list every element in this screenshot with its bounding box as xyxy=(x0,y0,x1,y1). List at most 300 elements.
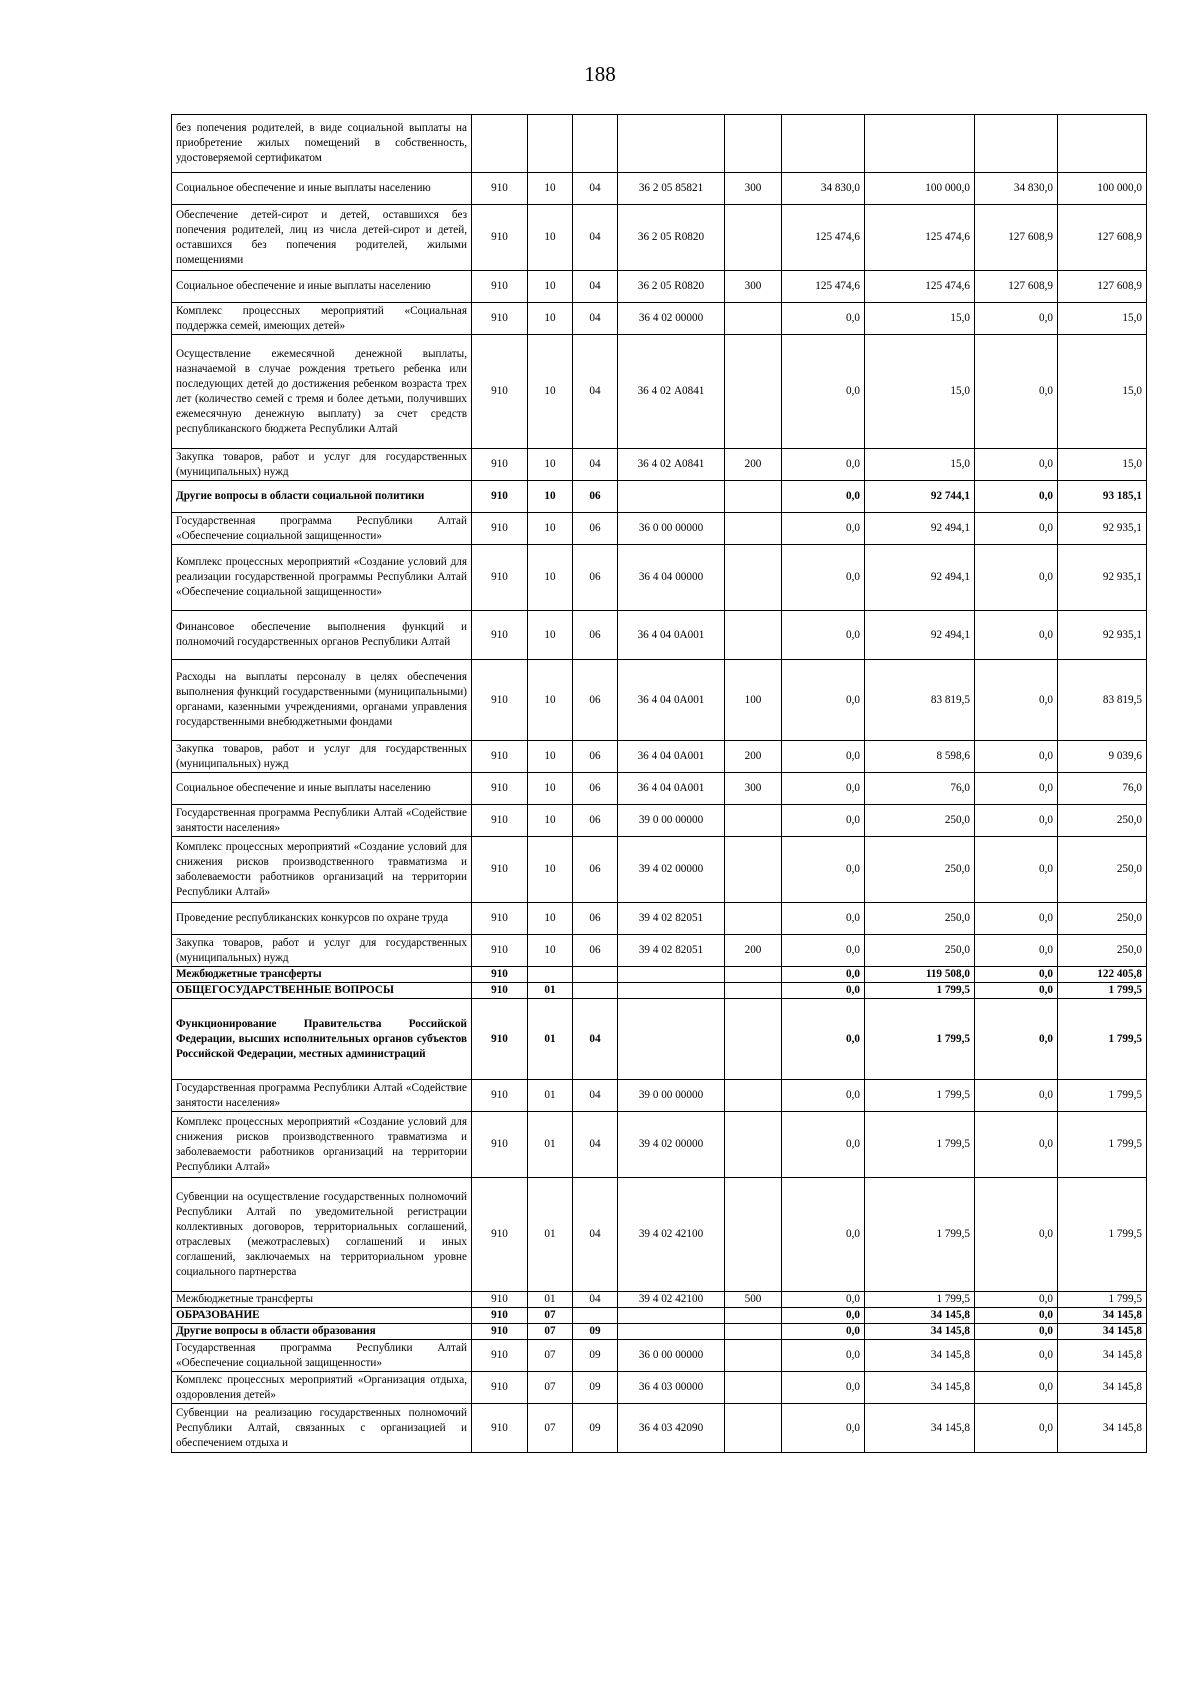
section-code-cell: 10 xyxy=(528,271,573,303)
table-row xyxy=(172,1340,1147,1372)
section-code-cell: 10 xyxy=(528,449,573,481)
amount-2025-federal-cell: 0,0 xyxy=(782,1080,865,1112)
expense-type-code-cell xyxy=(725,335,782,449)
section-code-cell: 01 xyxy=(528,1178,573,1292)
target-article-code-cell: 36 2 05 85821 xyxy=(618,173,725,205)
expense-type-code-cell xyxy=(725,205,782,271)
expense-type-code-cell xyxy=(725,1372,782,1404)
grbs-code-cell: 910 xyxy=(472,1178,528,1292)
section-code-cell: 10 xyxy=(528,805,573,837)
amount-2026-total-cell: 127 608,9 xyxy=(1058,271,1147,303)
target-article-code-cell: 36 0 00 00000 xyxy=(618,513,725,545)
amount-2025-total-cell: 1 799,5 xyxy=(865,1080,975,1112)
expense-name-cell: Закупка товаров, работ и услуг для государственных (муниципальных) нужд xyxy=(172,741,472,773)
grbs-code-cell: 910 xyxy=(472,1404,528,1453)
amount-2026-federal-cell: 127 608,9 xyxy=(975,205,1058,271)
amount-2025-total-cell: 92 494,1 xyxy=(865,513,975,545)
grbs-code-cell: 910 xyxy=(472,1112,528,1178)
amount-2025-total-cell: 83 819,5 xyxy=(865,660,975,741)
expense-name-cell: Социальное обеспечение и иные выплаты населению xyxy=(172,271,472,303)
expense-name-cell: Государственная программа Республики Алтай «Содействие занятости населения» xyxy=(172,805,472,837)
expense-name-cell: Межбюджетные трансферты xyxy=(172,967,472,983)
expense-type-code-cell: 300 xyxy=(725,173,782,205)
amount-2025-total-cell: 92 494,1 xyxy=(865,545,975,611)
amount-2025-federal-cell: 0,0 xyxy=(782,1292,865,1308)
amount-2026-federal-cell: 0,0 xyxy=(975,660,1058,741)
expense-name-cell: без попечения родителей, в виде социальной выплаты на приобретение жилых помещений в собственность, удостоверяемой сертификатом xyxy=(172,115,472,173)
expense-type-code-cell xyxy=(725,1340,782,1372)
table-row xyxy=(172,545,1147,611)
expense-type-code-cell xyxy=(725,1404,782,1453)
section-code-cell: 01 xyxy=(528,1292,573,1308)
expense-name-cell: Другие вопросы в области социальной политики xyxy=(172,481,472,513)
amount-2025-federal-cell: 0,0 xyxy=(782,449,865,481)
amount-2026-federal-cell xyxy=(975,115,1058,173)
target-article-code-cell: 36 4 04 0А001 xyxy=(618,773,725,805)
target-article-code-cell: 39 4 02 42100 xyxy=(618,1292,725,1308)
amount-2025-total-cell xyxy=(865,115,975,173)
amount-2026-total-cell: 1 799,5 xyxy=(1058,999,1147,1080)
expense-name-cell: Государственная программа Республики Алтай «Обеспечение социальной защищенности» xyxy=(172,1340,472,1372)
expense-name-cell: Функционирование Правительства Российской Федерации, высших исполнительных органов субъектов Российской Федерации, местных администраций xyxy=(172,999,472,1080)
amount-2025-total-cell: 34 145,8 xyxy=(865,1324,975,1340)
section-code-cell: 10 xyxy=(528,545,573,611)
expense-type-code-cell: 300 xyxy=(725,271,782,303)
section-code-cell: 10 xyxy=(528,205,573,271)
expense-type-code-cell xyxy=(725,513,782,545)
grbs-code-cell: 910 xyxy=(472,545,528,611)
expense-name-cell: Осуществление ежемесячной денежной выплаты, назначаемой в случае рождения третьего ребенка или последующих детей до достижения ребенком возраста трех лет (количество семей с тремя и более детьми, получивших ежемесячную денежную выплату) за счет средств республиканского бюджета Республики Алтай xyxy=(172,335,472,449)
section-code-cell: 07 xyxy=(528,1372,573,1404)
amount-2025-total-cell: 34 145,8 xyxy=(865,1372,975,1404)
amount-2026-federal-cell: 0,0 xyxy=(975,805,1058,837)
grbs-code-cell: 910 xyxy=(472,1372,528,1404)
amount-2025-total-cell: 250,0 xyxy=(865,935,975,967)
amount-2025-federal-cell: 0,0 xyxy=(782,1308,865,1324)
subsection-code-cell: 06 xyxy=(573,611,618,660)
amount-2026-federal-cell: 0,0 xyxy=(975,935,1058,967)
subsection-code-cell: 04 xyxy=(573,271,618,303)
amount-2026-federal-cell: 0,0 xyxy=(975,481,1058,513)
section-code-cell: 01 xyxy=(528,1112,573,1178)
subsection-code-cell: 06 xyxy=(573,481,618,513)
amount-2025-federal-cell: 0,0 xyxy=(782,335,865,449)
amount-2026-total-cell: 34 145,8 xyxy=(1058,1340,1147,1372)
amount-2025-federal-cell: 34 830,0 xyxy=(782,173,865,205)
expense-name-cell: Субвенции на осуществление государственных полномочий Республики Алтай по уведомительной регистрации коллективных договоров, территориальных соглашений, отраслевых (межотраслевых) соглашений и иных соглашений, заключаемых на территориальном уровне социального партнерства xyxy=(172,1178,472,1292)
table-row xyxy=(172,1308,1147,1324)
amount-2026-federal-cell: 0,0 xyxy=(975,513,1058,545)
grbs-code-cell: 910 xyxy=(472,660,528,741)
target-article-code-cell: 36 2 05 R0820 xyxy=(618,271,725,303)
grbs-code-cell: 910 xyxy=(472,741,528,773)
amount-2026-total-cell: 1 799,5 xyxy=(1058,1112,1147,1178)
target-article-code-cell: 36 4 02 А0841 xyxy=(618,335,725,449)
target-article-code-cell xyxy=(618,1308,725,1324)
grbs-code-cell: 910 xyxy=(472,1340,528,1372)
section-code-cell: 10 xyxy=(528,660,573,741)
section-code-cell: 07 xyxy=(528,1324,573,1340)
grbs-code-cell: 910 xyxy=(472,1292,528,1308)
table-row xyxy=(172,1404,1147,1453)
amount-2025-federal-cell: 0,0 xyxy=(782,983,865,999)
expense-type-code-cell: 200 xyxy=(725,449,782,481)
expense-name-cell: Финансовое обеспечение выполнения функций и полномочий государственных органов Республики Алтай xyxy=(172,611,472,660)
expense-name-cell: Комплекс процессных мероприятий «Создание условий для реализации государственной программы Республики Алтай «Обеспечение социальной защищенности» xyxy=(172,545,472,611)
subsection-code-cell xyxy=(573,967,618,983)
amount-2025-federal-cell: 0,0 xyxy=(782,660,865,741)
expense-type-code-cell xyxy=(725,805,782,837)
target-article-code-cell xyxy=(618,967,725,983)
section-code-cell: 07 xyxy=(528,1404,573,1453)
subsection-code-cell: 06 xyxy=(573,660,618,741)
grbs-code-cell: 910 xyxy=(472,935,528,967)
amount-2025-federal-cell: 0,0 xyxy=(782,967,865,983)
target-article-code-cell: 36 0 00 00000 xyxy=(618,1340,725,1372)
subsection-code-cell: 06 xyxy=(573,805,618,837)
target-article-code-cell: 36 4 02 А0841 xyxy=(618,449,725,481)
grbs-code-cell xyxy=(472,115,528,173)
amount-2026-total-cell: 250,0 xyxy=(1058,837,1147,903)
amount-2026-federal-cell: 0,0 xyxy=(975,1112,1058,1178)
table-row xyxy=(172,1324,1147,1340)
expense-name-cell: Комплекс процессных мероприятий «Социальная поддержка семей, имеющих детей» xyxy=(172,303,472,335)
expense-type-code-cell xyxy=(725,983,782,999)
subsection-code-cell: 09 xyxy=(573,1404,618,1453)
amount-2025-federal-cell: 0,0 xyxy=(782,481,865,513)
expense-type-code-cell xyxy=(725,1324,782,1340)
section-code-cell: 10 xyxy=(528,611,573,660)
amount-2026-total-cell: 1 799,5 xyxy=(1058,1080,1147,1112)
grbs-code-cell: 910 xyxy=(472,773,528,805)
grbs-code-cell: 910 xyxy=(472,173,528,205)
section-code-cell: 01 xyxy=(528,999,573,1080)
amount-2026-total-cell: 15,0 xyxy=(1058,449,1147,481)
grbs-code-cell: 910 xyxy=(472,1308,528,1324)
section-code-cell: 10 xyxy=(528,741,573,773)
amount-2025-total-cell: 15,0 xyxy=(865,335,975,449)
expense-type-code-cell xyxy=(725,967,782,983)
target-article-code-cell xyxy=(618,999,725,1080)
amount-2026-total-cell: 122 405,8 xyxy=(1058,967,1147,983)
amount-2026-federal-cell: 0,0 xyxy=(975,1178,1058,1292)
amount-2026-total-cell: 127 608,9 xyxy=(1058,205,1147,271)
amount-2025-total-cell: 92 744,1 xyxy=(865,481,975,513)
expense-type-code-cell xyxy=(725,1080,782,1112)
table-row xyxy=(172,513,1147,545)
amount-2025-federal-cell: 0,0 xyxy=(782,903,865,935)
target-article-code-cell: 36 4 03 00000 xyxy=(618,1372,725,1404)
subsection-code-cell: 09 xyxy=(573,1340,618,1372)
expense-name-cell: Межбюджетные трансферты xyxy=(172,1292,472,1308)
expense-type-code-cell xyxy=(725,303,782,335)
amount-2025-federal-cell: 0,0 xyxy=(782,837,865,903)
amount-2026-federal-cell: 127 608,9 xyxy=(975,271,1058,303)
table-row xyxy=(172,903,1147,935)
amount-2026-federal-cell: 0,0 xyxy=(975,967,1058,983)
amount-2026-total-cell xyxy=(1058,115,1147,173)
section-code-cell: 10 xyxy=(528,903,573,935)
subsection-code-cell: 04 xyxy=(573,1292,618,1308)
subsection-code-cell: 04 xyxy=(573,1112,618,1178)
amount-2026-total-cell: 250,0 xyxy=(1058,903,1147,935)
amount-2025-federal-cell: 0,0 xyxy=(782,935,865,967)
amount-2026-total-cell: 1 799,5 xyxy=(1058,1178,1147,1292)
amount-2026-total-cell: 76,0 xyxy=(1058,773,1147,805)
amount-2025-federal-cell: 0,0 xyxy=(782,303,865,335)
amount-2025-federal-cell: 0,0 xyxy=(782,1340,865,1372)
target-article-code-cell: 36 4 02 00000 xyxy=(618,303,725,335)
target-article-code-cell: 36 4 04 0А001 xyxy=(618,741,725,773)
subsection-code-cell: 06 xyxy=(573,903,618,935)
expense-type-code-cell xyxy=(725,1112,782,1178)
grbs-code-cell: 910 xyxy=(472,205,528,271)
amount-2025-federal-cell: 0,0 xyxy=(782,545,865,611)
table-row xyxy=(172,1292,1147,1308)
target-article-code-cell xyxy=(618,115,725,173)
amount-2025-federal-cell: 0,0 xyxy=(782,1372,865,1404)
amount-2026-federal-cell: 34 830,0 xyxy=(975,173,1058,205)
subsection-code-cell: 06 xyxy=(573,837,618,903)
section-code-cell: 07 xyxy=(528,1340,573,1372)
subsection-code-cell: 09 xyxy=(573,1324,618,1340)
grbs-code-cell: 910 xyxy=(472,271,528,303)
expense-type-code-cell: 500 xyxy=(725,1292,782,1308)
table-row xyxy=(172,335,1147,449)
section-code-cell: 10 xyxy=(528,773,573,805)
amount-2025-total-cell: 1 799,5 xyxy=(865,983,975,999)
grbs-code-cell: 910 xyxy=(472,903,528,935)
amount-2026-total-cell: 34 145,8 xyxy=(1058,1308,1147,1324)
subsection-code-cell: 04 xyxy=(573,173,618,205)
grbs-code-cell: 910 xyxy=(472,1080,528,1112)
table-row xyxy=(172,303,1147,335)
table-row xyxy=(172,271,1147,303)
amount-2025-federal-cell: 0,0 xyxy=(782,611,865,660)
target-article-code-cell xyxy=(618,983,725,999)
amount-2026-total-cell: 92 935,1 xyxy=(1058,545,1147,611)
expense-name-cell: Закупка товаров, работ и услуг для государственных (муниципальных) нужд xyxy=(172,935,472,967)
target-article-code-cell xyxy=(618,481,725,513)
expense-name-cell: Государственная программа Республики Алтай «Содействие занятости населения» xyxy=(172,1080,472,1112)
target-article-code-cell: 39 4 02 82051 xyxy=(618,903,725,935)
section-code-cell: 10 xyxy=(528,481,573,513)
amount-2026-federal-cell: 0,0 xyxy=(975,1340,1058,1372)
page-number: 188 xyxy=(584,62,616,86)
section-code-cell: 10 xyxy=(528,837,573,903)
amount-2025-federal-cell: 0,0 xyxy=(782,741,865,773)
amount-2025-total-cell: 8 598,6 xyxy=(865,741,975,773)
section-code-cell: 10 xyxy=(528,335,573,449)
amount-2025-total-cell: 76,0 xyxy=(865,773,975,805)
expense-type-code-cell: 200 xyxy=(725,935,782,967)
subsection-code-cell: 06 xyxy=(573,545,618,611)
target-article-code-cell: 39 4 02 82051 xyxy=(618,935,725,967)
budget-table xyxy=(171,114,1147,1453)
table-row xyxy=(172,935,1147,967)
expense-name-cell: Проведение республиканских конкурсов по охране труда xyxy=(172,903,472,935)
amount-2026-federal-cell: 0,0 xyxy=(975,449,1058,481)
table-row xyxy=(172,1112,1147,1178)
expense-name-cell: Комплекс процессных мероприятий «Организация отдыха, оздоровления детей» xyxy=(172,1372,472,1404)
expense-name-cell: Обеспечение детей-сирот и детей, оставшихся без попечения родителей, лиц из числа детей-сирот и детей, оставшихся без попечения родителей, жилыми помещениями xyxy=(172,205,472,271)
amount-2025-total-cell: 1 799,5 xyxy=(865,999,975,1080)
section-code-cell: 10 xyxy=(528,935,573,967)
amount-2025-federal-cell: 0,0 xyxy=(782,773,865,805)
target-article-code-cell: 39 4 02 00000 xyxy=(618,1112,725,1178)
expense-type-code-cell xyxy=(725,903,782,935)
amount-2025-total-cell: 34 145,8 xyxy=(865,1308,975,1324)
table-row xyxy=(172,205,1147,271)
expense-type-code-cell: 200 xyxy=(725,741,782,773)
grbs-code-cell: 910 xyxy=(472,837,528,903)
amount-2025-total-cell: 119 508,0 xyxy=(865,967,975,983)
amount-2026-total-cell: 1 799,5 xyxy=(1058,1292,1147,1308)
subsection-code-cell: 06 xyxy=(573,741,618,773)
table-row xyxy=(172,1372,1147,1404)
subsection-code-cell xyxy=(573,115,618,173)
grbs-code-cell: 910 xyxy=(472,805,528,837)
amount-2025-federal-cell: 0,0 xyxy=(782,1112,865,1178)
table-row xyxy=(172,999,1147,1080)
amount-2026-total-cell: 34 145,8 xyxy=(1058,1324,1147,1340)
table-row xyxy=(172,449,1147,481)
amount-2026-federal-cell: 0,0 xyxy=(975,983,1058,999)
section-code-cell: 10 xyxy=(528,173,573,205)
amount-2026-federal-cell: 0,0 xyxy=(975,303,1058,335)
expense-type-code-cell: 300 xyxy=(725,773,782,805)
subsection-code-cell: 06 xyxy=(573,513,618,545)
amount-2026-federal-cell: 0,0 xyxy=(975,1404,1058,1453)
amount-2025-total-cell: 34 145,8 xyxy=(865,1404,975,1453)
amount-2025-total-cell: 1 799,5 xyxy=(865,1178,975,1292)
table-row xyxy=(172,173,1147,205)
grbs-code-cell: 910 xyxy=(472,335,528,449)
section-code-cell xyxy=(528,967,573,983)
amount-2026-total-cell: 250,0 xyxy=(1058,935,1147,967)
expense-name-cell: Другие вопросы в области образования xyxy=(172,1324,472,1340)
subsection-code-cell: 06 xyxy=(573,935,618,967)
amount-2025-federal-cell: 0,0 xyxy=(782,1404,865,1453)
expense-name-cell: Субвенции на реализацию государственных полномочий Республики Алтай, связанных с организацией и обеспечением отдыха и xyxy=(172,1404,472,1453)
expense-name-cell: Социальное обеспечение и иные выплаты населению xyxy=(172,173,472,205)
subsection-code-cell: 04 xyxy=(573,1178,618,1292)
amount-2025-total-cell: 92 494,1 xyxy=(865,611,975,660)
expense-type-code-cell xyxy=(725,999,782,1080)
amount-2026-total-cell: 100 000,0 xyxy=(1058,173,1147,205)
section-code-cell xyxy=(528,115,573,173)
grbs-code-cell: 910 xyxy=(472,449,528,481)
subsection-code-cell: 09 xyxy=(573,1372,618,1404)
section-code-cell: 10 xyxy=(528,303,573,335)
table-row xyxy=(172,837,1147,903)
amount-2026-total-cell: 250,0 xyxy=(1058,805,1147,837)
amount-2026-total-cell: 93 185,1 xyxy=(1058,481,1147,513)
target-article-code-cell: 36 4 04 0А001 xyxy=(618,611,725,660)
expense-type-code-cell xyxy=(725,1308,782,1324)
expense-name-cell: Закупка товаров, работ и услуг для государственных (муниципальных) нужд xyxy=(172,449,472,481)
amount-2025-total-cell: 250,0 xyxy=(865,903,975,935)
section-code-cell: 01 xyxy=(528,1080,573,1112)
table-row xyxy=(172,805,1147,837)
expense-name-cell: Государственная программа Республики Алтай «Обеспечение социальной защищенности» xyxy=(172,513,472,545)
subsection-code-cell: 04 xyxy=(573,999,618,1080)
expense-type-code-cell xyxy=(725,115,782,173)
amount-2026-total-cell: 9 039,6 xyxy=(1058,741,1147,773)
amount-2026-total-cell: 92 935,1 xyxy=(1058,611,1147,660)
amount-2025-total-cell: 15,0 xyxy=(865,449,975,481)
amount-2025-federal-cell: 0,0 xyxy=(782,513,865,545)
table-row xyxy=(172,481,1147,513)
table-row xyxy=(172,660,1147,741)
amount-2026-federal-cell: 0,0 xyxy=(975,335,1058,449)
subsection-code-cell: 04 xyxy=(573,303,618,335)
amount-2025-total-cell: 125 474,6 xyxy=(865,271,975,303)
amount-2026-federal-cell: 0,0 xyxy=(975,1080,1058,1112)
grbs-code-cell: 910 xyxy=(472,967,528,983)
expense-type-code-cell xyxy=(725,545,782,611)
amount-2025-total-cell: 125 474,6 xyxy=(865,205,975,271)
table-row xyxy=(172,967,1147,983)
amount-2025-total-cell: 250,0 xyxy=(865,805,975,837)
amount-2025-total-cell: 15,0 xyxy=(865,303,975,335)
amount-2026-total-cell: 15,0 xyxy=(1058,335,1147,449)
amount-2026-federal-cell: 0,0 xyxy=(975,1292,1058,1308)
amount-2025-federal-cell: 125 474,6 xyxy=(782,205,865,271)
amount-2025-federal-cell: 0,0 xyxy=(782,1324,865,1340)
expense-name-cell: Комплекс процессных мероприятий «Создание условий для снижения рисков производственного травматизма и заболеваемости работников организаций на территории Республики Алтай» xyxy=(172,837,472,903)
section-code-cell: 10 xyxy=(528,513,573,545)
amount-2025-federal-cell: 0,0 xyxy=(782,805,865,837)
expense-name-cell: Социальное обеспечение и иные выплаты населению xyxy=(172,773,472,805)
amount-2026-total-cell: 34 145,8 xyxy=(1058,1372,1147,1404)
target-article-code-cell: 39 4 02 00000 xyxy=(618,837,725,903)
table-row xyxy=(172,1080,1147,1112)
subsection-code-cell: 04 xyxy=(573,449,618,481)
target-article-code-cell: 39 4 02 42100 xyxy=(618,1178,725,1292)
subsection-code-cell xyxy=(573,983,618,999)
expense-type-code-cell xyxy=(725,837,782,903)
target-article-code-cell: 36 4 04 00000 xyxy=(618,545,725,611)
amount-2026-federal-cell: 0,0 xyxy=(975,545,1058,611)
amount-2025-total-cell: 1 799,5 xyxy=(865,1112,975,1178)
target-article-code-cell: 36 4 04 0А001 xyxy=(618,660,725,741)
target-article-code-cell: 36 2 05 R0820 xyxy=(618,205,725,271)
table-row xyxy=(172,1178,1147,1292)
subsection-code-cell: 06 xyxy=(573,773,618,805)
target-article-code-cell xyxy=(618,1324,725,1340)
section-code-cell: 01 xyxy=(528,983,573,999)
amount-2025-federal-cell: 0,0 xyxy=(782,999,865,1080)
amount-2026-federal-cell: 0,0 xyxy=(975,1308,1058,1324)
amount-2026-federal-cell: 0,0 xyxy=(975,837,1058,903)
grbs-code-cell: 910 xyxy=(472,611,528,660)
amount-2026-federal-cell: 0,0 xyxy=(975,903,1058,935)
expense-name-cell: Расходы на выплаты персоналу в целях обеспечения выполнения функций государственными (муниципальными) органами, казенными учреждениями, органами управления государственными внебюджетными фондами xyxy=(172,660,472,741)
subsection-code-cell xyxy=(573,1308,618,1324)
amount-2026-total-cell: 34 145,8 xyxy=(1058,1404,1147,1453)
amount-2026-federal-cell: 0,0 xyxy=(975,1324,1058,1340)
amount-2025-total-cell: 250,0 xyxy=(865,837,975,903)
amount-2026-federal-cell: 0,0 xyxy=(975,999,1058,1080)
amount-2025-total-cell: 34 145,8 xyxy=(865,1340,975,1372)
expense-name-cell: ОБРАЗОВАНИЕ xyxy=(172,1308,472,1324)
table-row xyxy=(172,741,1147,773)
grbs-code-cell: 910 xyxy=(472,983,528,999)
amount-2026-federal-cell: 0,0 xyxy=(975,741,1058,773)
subsection-code-cell: 04 xyxy=(573,1080,618,1112)
grbs-code-cell: 910 xyxy=(472,513,528,545)
